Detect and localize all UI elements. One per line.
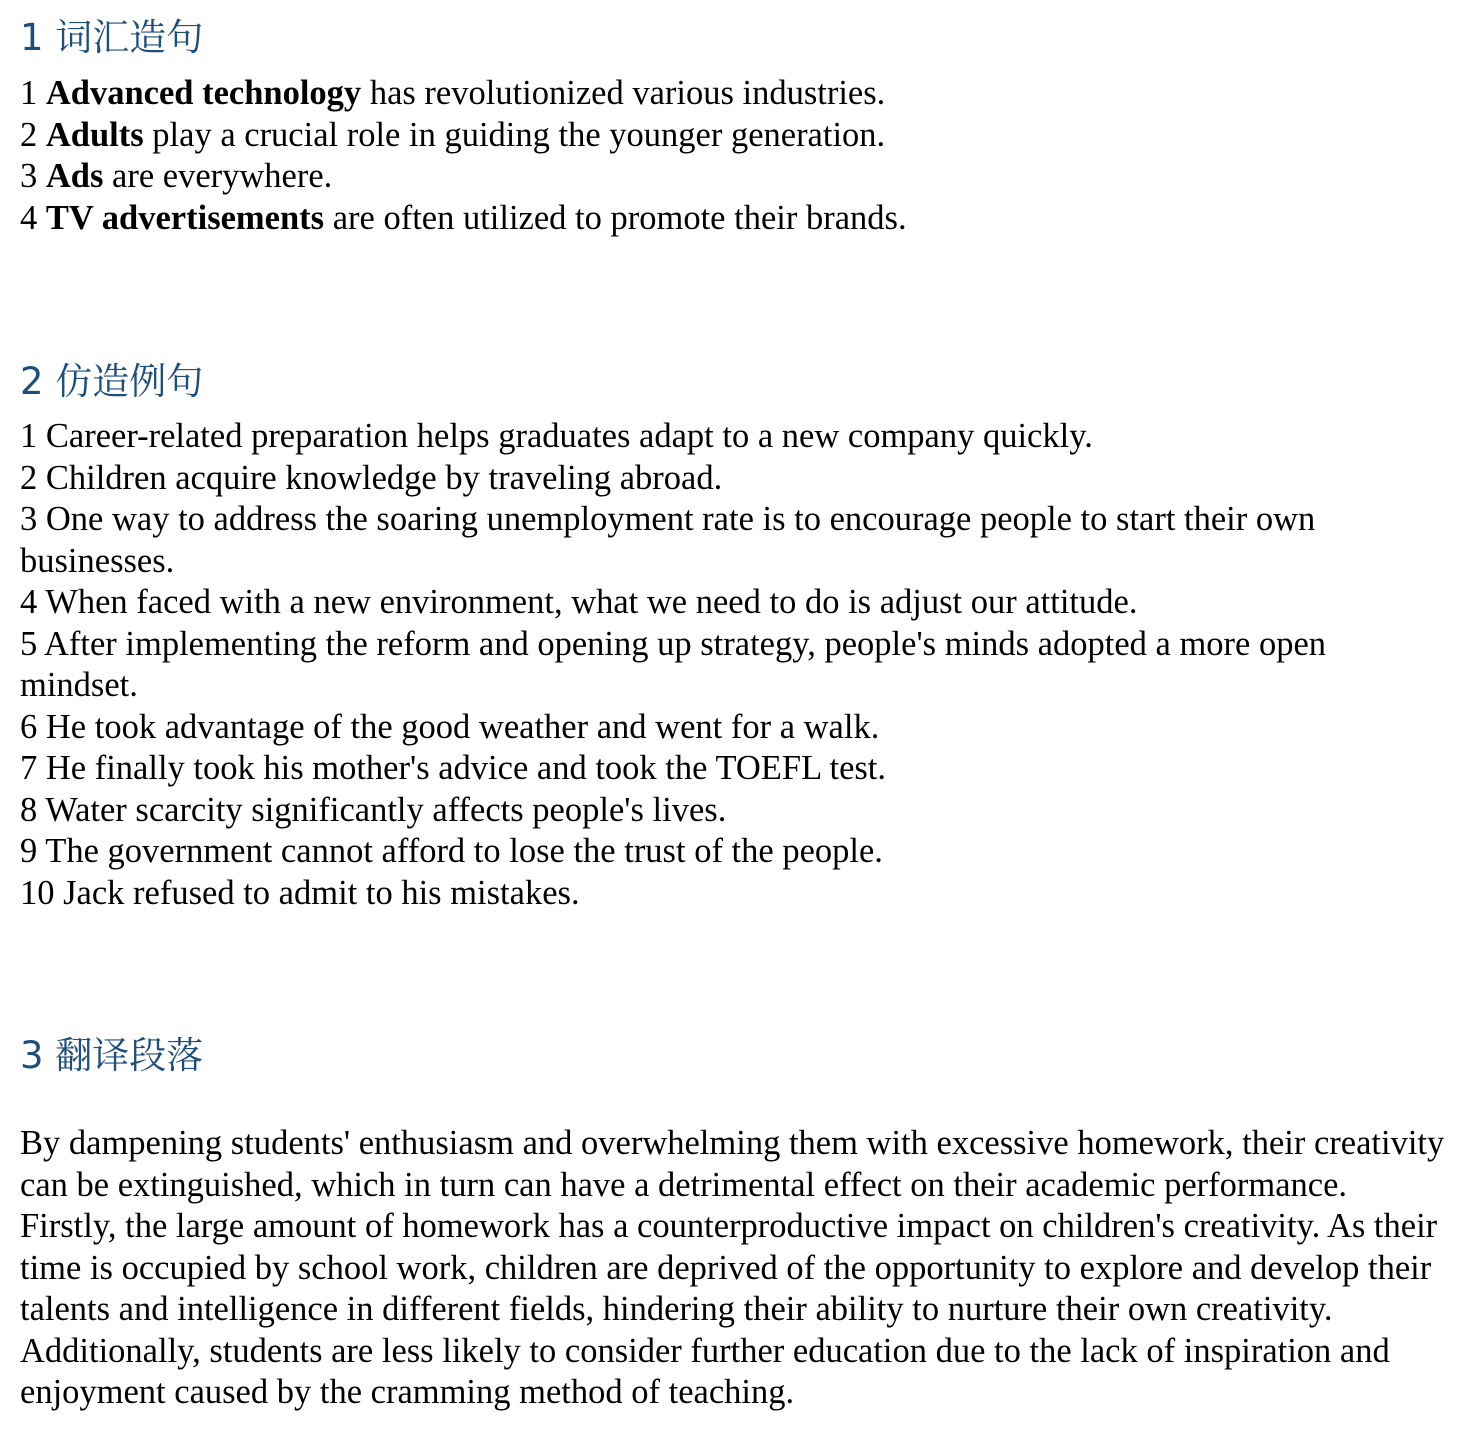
section-1-sentences	[20, 73, 1446, 239]
sentence-number: 9	[20, 832, 38, 870]
sentence-text: has revolutionized various industries.	[361, 74, 886, 112]
sentence-text: Children acquire knowledge by traveling abroad.	[45, 458, 723, 497]
section-2-sentence	[20, 458, 1446, 500]
sentence-number: 6	[20, 707, 38, 746]
vocabulary-term: Advanced technology	[45, 74, 362, 112]
section-2-sentence	[20, 582, 1446, 624]
section-2-sentences	[20, 416, 1446, 914]
section-2-sentence	[20, 790, 1446, 832]
translation-paragraph: By dampening students' enthusiasm and overwhelming them with excessive homework, their creativity can be extinguished, which in turn can have a detrimental effect on their academic performance. Firstly, the large amount of homework has a counterproductive impact on children's creativity. As their time is occupied by school work, children are deprived of the opportunity to explore and develop their talents and intelligence in different fields, hindering their ability to nurture their own creativity. Additionally, students are less likely to consider further education due to the lack of inspiration and enjoyment caused by the cramming method of teaching.	[20, 1124, 1445, 1411]
sentence-text: He took advantage of the good weather and went for a walk.	[45, 707, 880, 746]
sentence-number: 7	[20, 749, 38, 787]
section-2-sentence	[20, 416, 1446, 458]
section-1-sentence	[20, 115, 1446, 157]
section-2-sentence	[20, 873, 1446, 915]
section-1-sentence	[20, 156, 1446, 198]
sentence-number: 1	[20, 74, 38, 112]
sentence-number: 3	[20, 157, 38, 195]
section-2-heading: 2 仿造例句	[20, 360, 204, 403]
sentence-text: When faced with a new environment, what we need to do is adjust our attitude.	[45, 583, 1138, 621]
sentence-number: 1	[20, 417, 38, 455]
vocabulary-term: Ads	[45, 157, 104, 195]
sentence-number: 8	[20, 790, 38, 829]
section-1-sentence	[20, 198, 1446, 240]
sentence-text: He finally took his mother's advice and took the TOEFL test.	[45, 749, 887, 787]
section-2-sentence	[20, 707, 1446, 749]
section-2-sentence	[20, 748, 1446, 790]
sentence-number: 2	[20, 115, 38, 154]
sentence-text: are everywhere.	[103, 157, 333, 195]
sentence-number: 2	[20, 458, 38, 497]
sentence-number: 5	[20, 624, 38, 663]
sentence-text: are often utilized to promote their brands.	[324, 198, 907, 237]
sentence-text: Jack refused to admit to his mistakes.	[63, 873, 580, 912]
section-2-sentence	[20, 831, 1446, 873]
sentence-text: One way to address the soaring unemployment rate is to encourage people to start their own businesses.	[20, 500, 1316, 580]
sentence-number: 4	[20, 583, 38, 621]
vocabulary-term: TV advertisements	[45, 198, 325, 237]
sentence-text: After implementing the reform and opening up strategy, people's minds adopted a more open mindset.	[20, 624, 1327, 704]
sentence-text: Water scarcity significantly affects people's lives.	[45, 790, 727, 829]
section-2-sentence	[20, 499, 1446, 582]
sentence-text: Career-related preparation helps graduates adapt to a new company quickly.	[45, 417, 1093, 455]
section-2-sentence	[20, 624, 1446, 707]
sentence-text: play a crucial role in guiding the younger generation.	[143, 115, 886, 154]
vocabulary-term: Adults	[45, 115, 144, 154]
sentence-number: 4	[20, 198, 38, 237]
section-3-heading: 3 翻译段落	[20, 1034, 204, 1077]
sentence-number: 10	[20, 873, 55, 912]
section-1-heading: 1 词汇造句	[20, 16, 204, 59]
sentence-text: The government cannot afford to lose the trust of the people.	[45, 832, 883, 870]
section-3-body	[20, 1123, 1446, 1414]
sentence-number: 3	[20, 500, 38, 538]
section-1-sentence	[20, 73, 1446, 115]
